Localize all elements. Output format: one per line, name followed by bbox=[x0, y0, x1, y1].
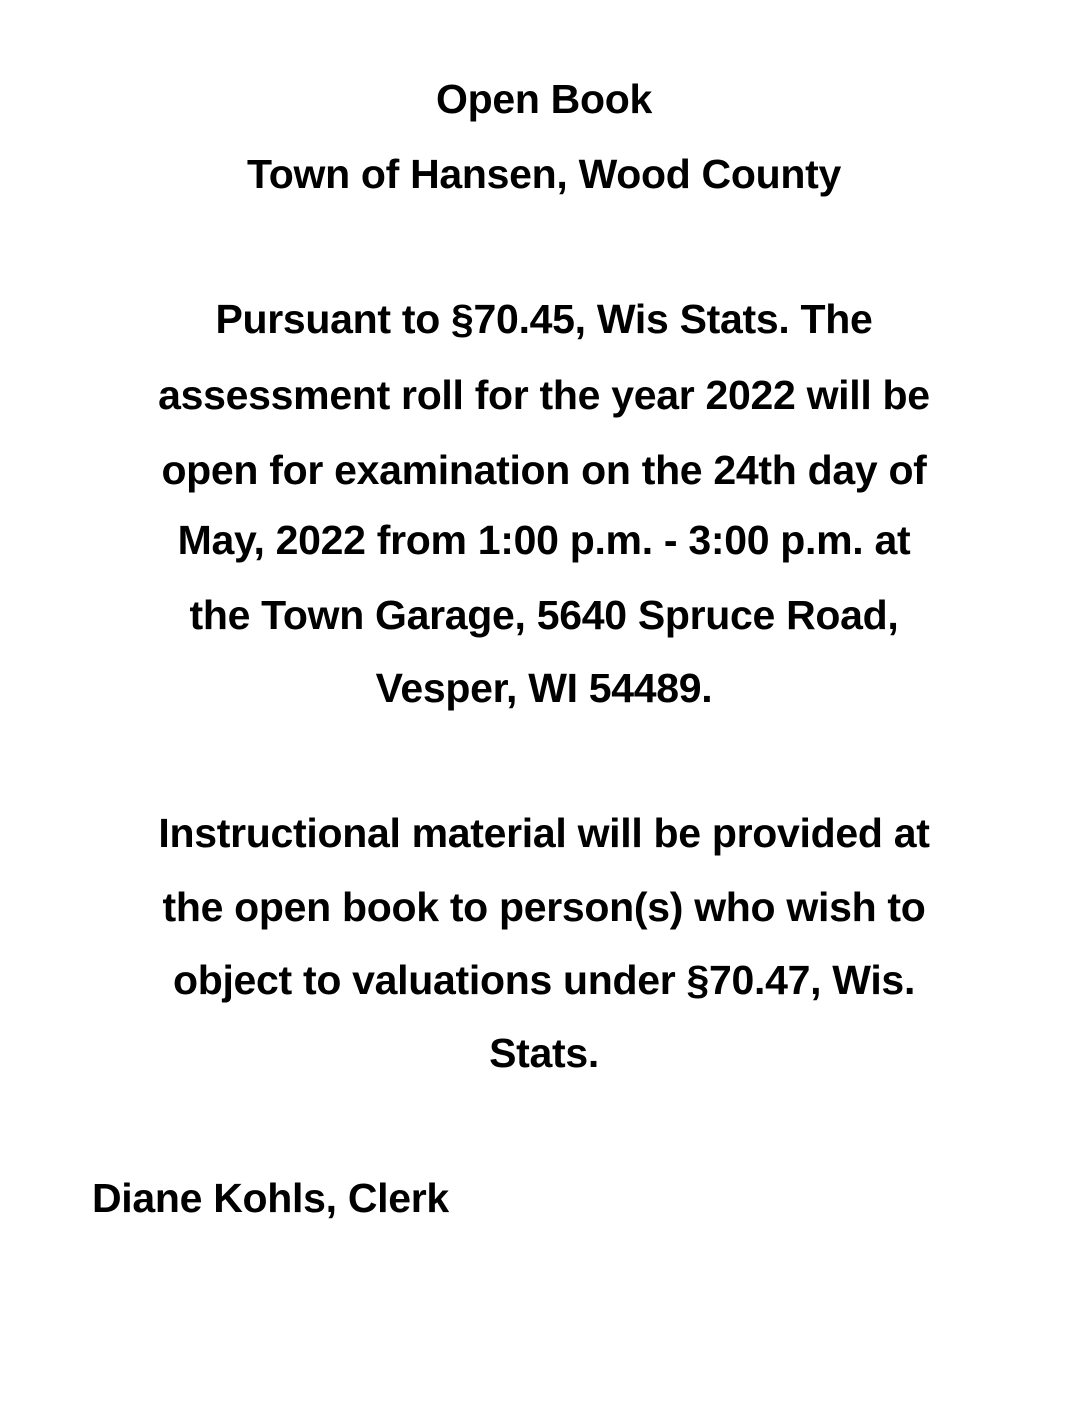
paragraph-line: Vesper, WI 54489. bbox=[375, 665, 713, 711]
paragraph-line: object to valuations under §70.47, Wis. bbox=[172, 957, 916, 1003]
paragraph-line: Stats. bbox=[489, 1030, 599, 1076]
paragraph-line: Instructional material will be provided at bbox=[158, 810, 930, 856]
paragraph-line: the open book to person(s) who wish to bbox=[162, 884, 926, 930]
paragraph-line: open for examination on the 24th day of bbox=[161, 447, 927, 493]
paragraph-line: assessment roll for the year 2022 will be bbox=[158, 372, 930, 418]
clerk-signature: Diane Kohls, Clerk bbox=[92, 1175, 449, 1221]
paragraph-line: Pursuant to §70.45, Wis Stats. The bbox=[215, 296, 873, 342]
notice-title: Open Book bbox=[436, 76, 652, 122]
notice-subtitle: Town of Hansen, Wood County bbox=[247, 151, 841, 197]
paragraph-line: May, 2022 from 1:00 p.m. - 3:00 p.m. at bbox=[177, 517, 911, 563]
paragraph-line: the Town Garage, 5640 Spruce Road, bbox=[189, 592, 899, 638]
